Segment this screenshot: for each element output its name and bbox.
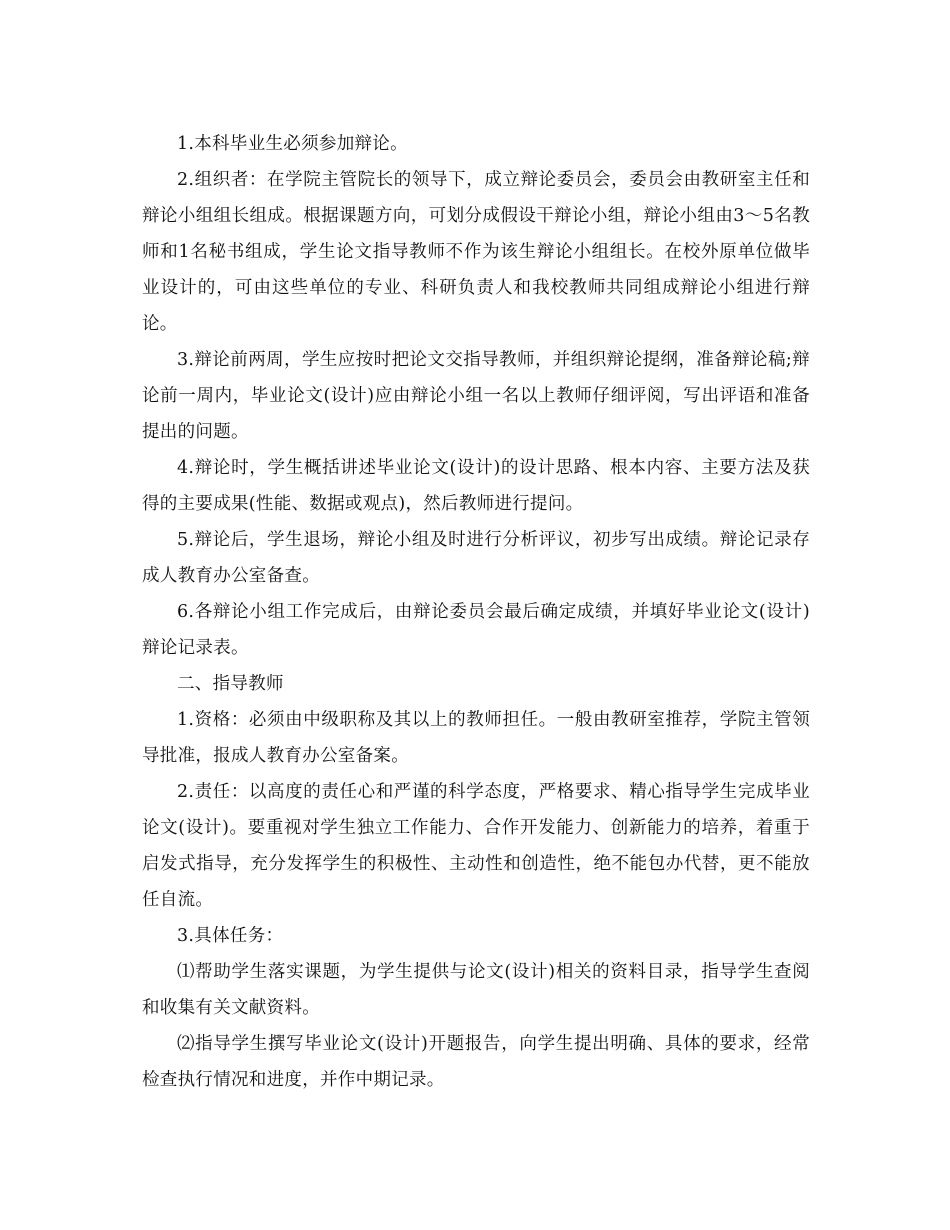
paragraph-task-1: ⑴帮助学生落实课题，为学生提供与论文(设计)相关的资料目录，指导学生查阅和收集有关文献资料。 xyxy=(142,962,810,1018)
paragraph-two-weeks-before: 3.辩论前两周，学生应按时把论文交指导教师，并组织辩论提纲，准备辩论稿;辩论前一周内，毕业论文(设计)应由辩论小组一名以上教师仔细评阅，写出评语和准备提出的问题。 xyxy=(142,350,810,442)
paragraph-defense-required: 1.本科毕业生必须参加辩论。 xyxy=(177,134,408,154)
paragraph-task-2: ⑵指导学生撰写毕业论文(设计)开题报告，向学生提出明确、具体的要求，经常检查执行情况和进度，并作中期记录。 xyxy=(142,1034,810,1090)
paragraph-responsibility: 2.责任：以高度的责任心和严谨的科学态度，严格要求、精心指导学生完成毕业论文(设计)。要重视对学生独立工作能力、合作开发能力、创新能力的培养，着重于启发式指导，充分发挥学生的积极性、主动性和创造性，绝不能包办代替，更不能放任自流。 xyxy=(142,782,810,910)
paragraph-specific-tasks: 3.具体任务： xyxy=(177,926,284,946)
paragraph-organizer: 2.组织者：在学院主管院长的领导下，成立辩论委员会，委员会由教研室主任和辩论小组组长组成。根据课题方向，可划分成假设干辩论小组，辩论小组由3～5名教师和1名秘书组成，学生论文指导教师不作为该生辩论小组组长。在校外原单位做毕业设计的，可由这些单位的专业、科研负责人和我校教师共同组成辩论小组进行辩论。 xyxy=(142,170,810,334)
paragraph-qualification: 1.资格：必须由中级职称及其以上的教师担任。一般由教研室推荐，学院主管领导批准，报成人教育办公室备案。 xyxy=(142,710,810,766)
document-body xyxy=(142,126,810,1098)
section-heading-advisor: 二、指导教师 xyxy=(177,674,284,694)
paragraph-after-defense: 5.辩论后，学生退场，辩论小组及时进行分析评议，初步写出成绩。辩论记录存成人教育办公室备查。 xyxy=(142,530,810,586)
paragraph-during-defense: 4.辩论时，学生概括讲述毕业论文(设计)的设计思路、根本内容、主要方法及获得的主要成果(性能、数据或观点)，然后教师进行提问。 xyxy=(142,458,810,514)
paragraph-committee-final: 6.各辩论小组工作完成后，由辩论委员会最后确定成绩，并填好毕业论文(设计)辩论记录表。 xyxy=(142,602,810,658)
